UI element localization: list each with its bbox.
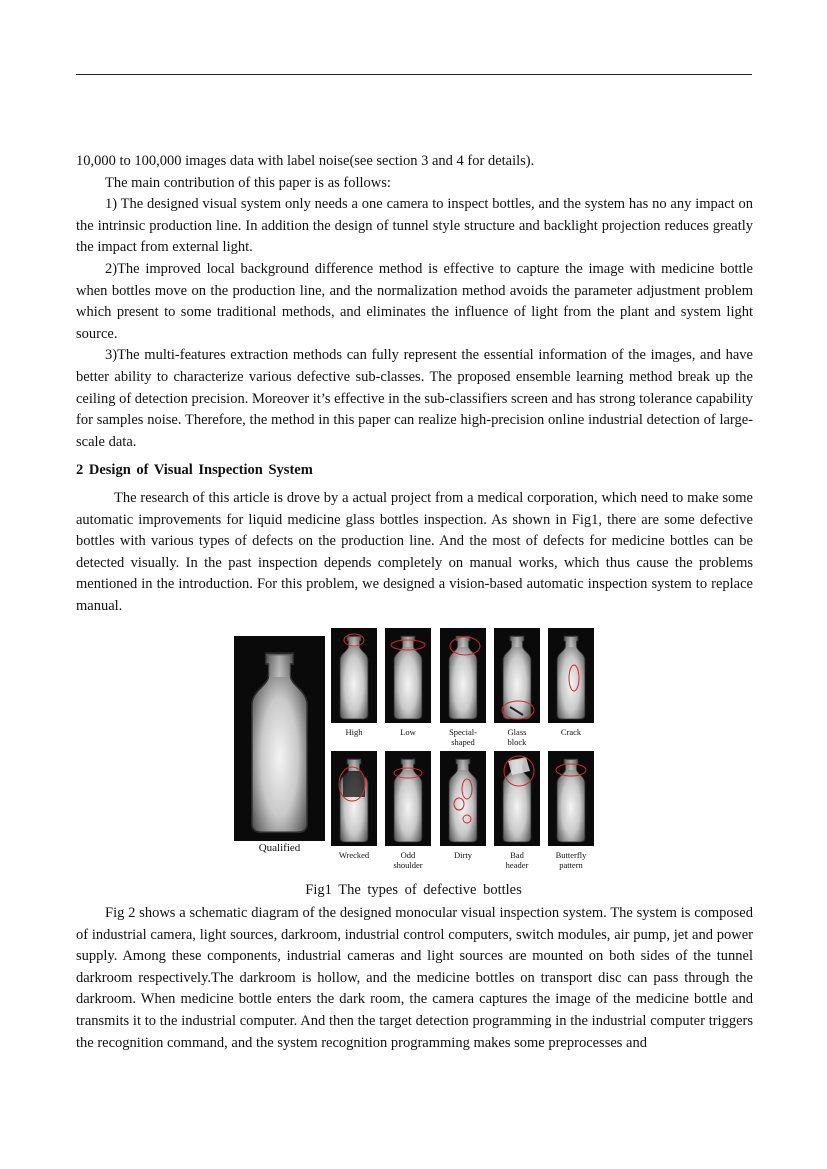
caption-high: High (345, 727, 363, 737)
intro-text-block (76, 151, 753, 453)
paragraph: 10,000 to 100,000 images data with label noise(see section 3 and 4 for details). (76, 153, 535, 169)
caption-odd-shoulder: Odd shoulder (393, 850, 423, 870)
caption-wrecked: Wrecked (338, 850, 370, 860)
figure-caption: Fig1 The types of defective bottles (305, 882, 522, 898)
paragraph: Fig 2 shows a schematic diagram of the designed monocular visual inspection system. The system is composed of industrial camera, light sources, darkroom, industrial control computers, switch modules, air pump, jet and power supply. Among these components, industrial cameras and light sources are mounted on both sides of the tunnel darkroom respectively.The darkroom is hollow, and the medicine bottles on transport disc can pass through the darkroom. When medicine bottle enters the dark room, the camera captures the image of the medicine bottle and transmits it to the industrial computer. And then the target detection programming in the industrial computer triggers the recognition command, and the system recognition programming makes some preprocesses and (76, 905, 753, 1051)
header-rule (76, 74, 752, 75)
caption-butterfly-pattern: Butterfly pattern (555, 850, 587, 870)
caption-dirty: Dirty (454, 850, 472, 860)
system-text-block (76, 903, 753, 1054)
paragraph: 2)The improved local background difference method is effective to capture the image with medicine bottle when bottles move on the production line, and the normalization method avoids the parameter adjustment problem which present to some traditional methods, and eliminates the influence of light from the plant and system light source. (76, 260, 753, 342)
caption-low: Low (400, 727, 416, 737)
caption-crack: Crack (560, 727, 582, 737)
caption-glass-block: Glass block (507, 727, 527, 747)
qualified-bottle-photo (234, 636, 325, 841)
caption-qualified: Qualified (258, 842, 301, 854)
figure-defect-types (232, 626, 592, 876)
paragraph: 3)The multi-features extraction methods can fully represent the essential information of the images, and have better ability to characterize various defective sub-classes. The proposed ensemble learning method break up the ceiling of detection precision. Moreover it’s effective in the sub-classifiers screen and has strong tolerance capability for samples noise. Therefore, the method in this paper can realize high-precision online industrial detection of large-scale data. (76, 347, 753, 450)
section-heading: 2 Design of Visual Inspection System (76, 462, 313, 478)
paragraph: The research of this article is drove by a actual project from a medical corporation, which need to make some automatic improvements for liquid medicine glass bottles inspection. As shown in Fig1, there are some defective bottles with various types of defects on the production line. And the most of defects for medicine bottles can be detected visually. In the past inspection depends completely on manual works, which thus cause the problems mentioned in the introduction. For this problem, we designed a vision-based automatic inspection system to replace manual. (76, 490, 753, 614)
caption-bad-header: Bad header (505, 850, 529, 870)
section-text-block (76, 488, 753, 618)
paragraph: 1) The designed visual system only needs a one camera to inspect bottles, and the system has no any impact on the intrinsic production line. In addition the design of tunnel style structure and backlight projection reduces greatly the impact from external light. (76, 196, 753, 256)
paragraph: The main contribution of this paper is as follows: (105, 174, 391, 191)
caption-special-shaped: Special- shaped (449, 727, 477, 747)
